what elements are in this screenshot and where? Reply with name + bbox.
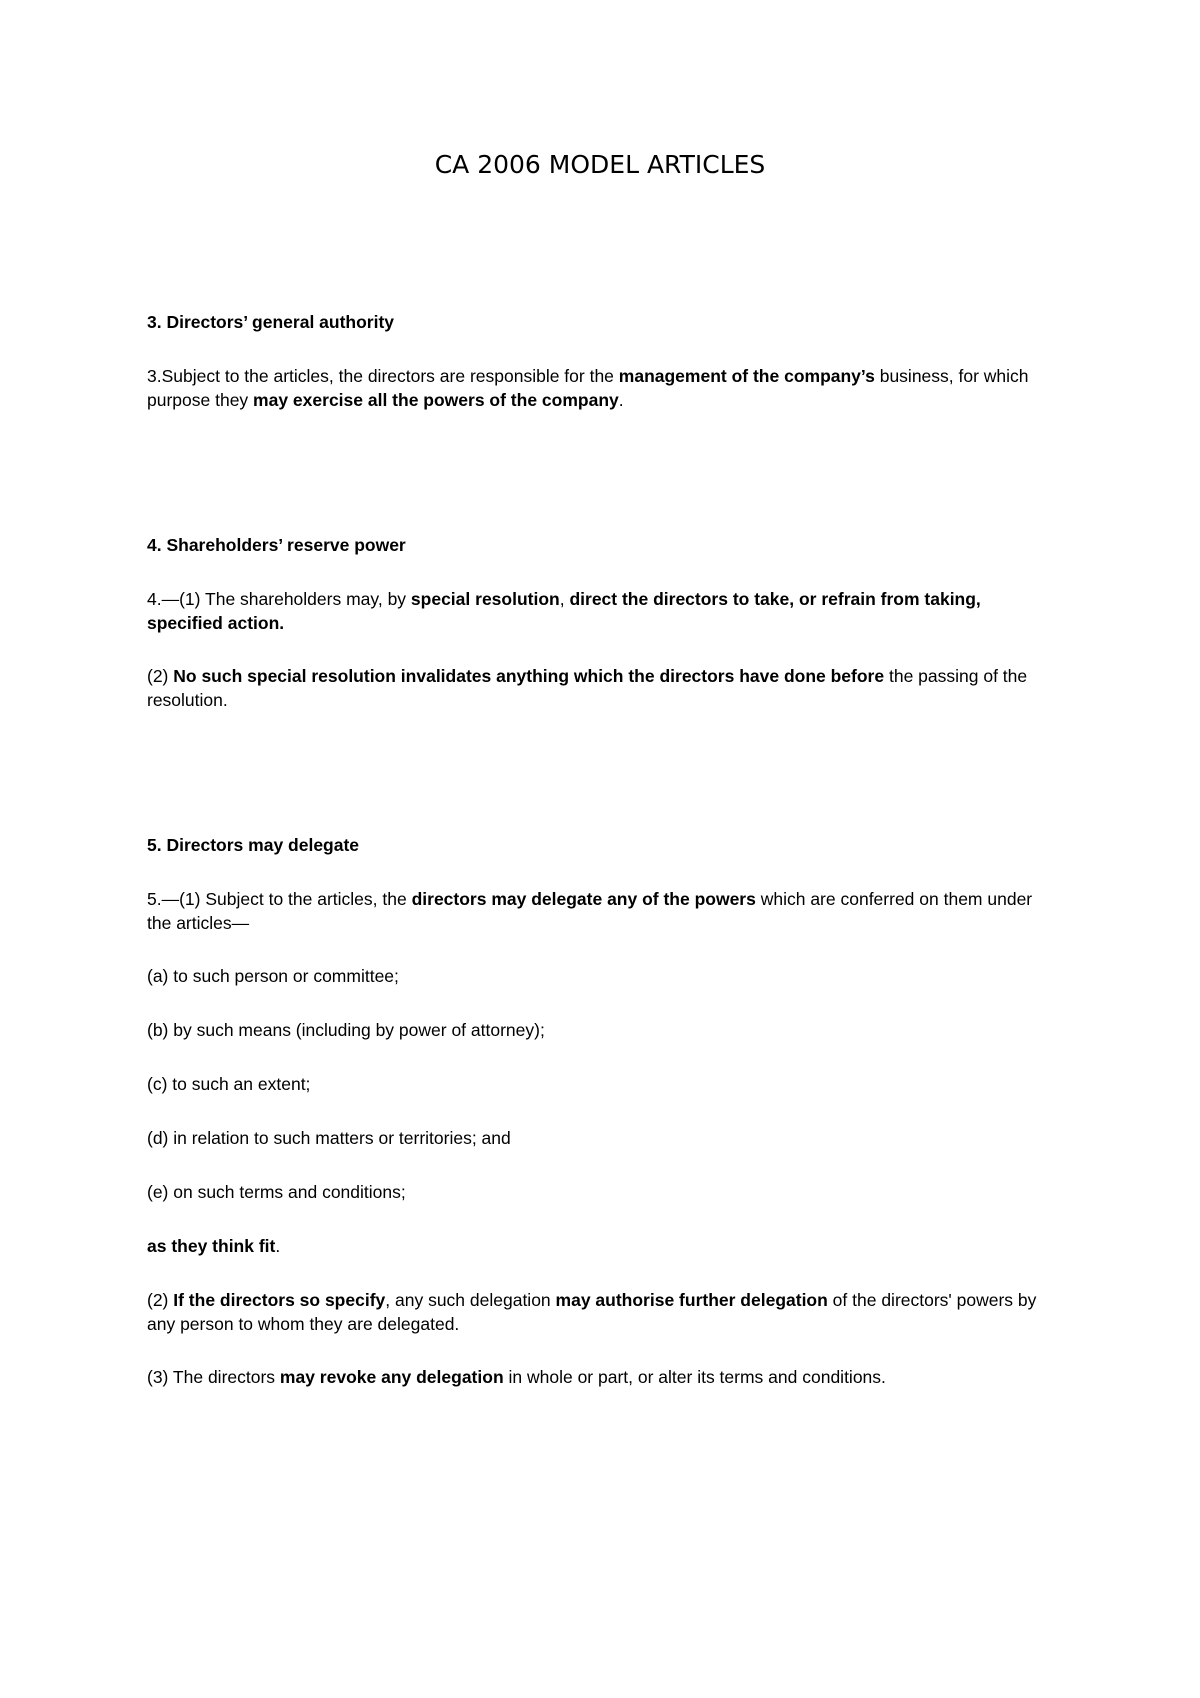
article-3-paragraph-1 bbox=[147, 364, 1052, 412]
article-5-paragraph-3 bbox=[147, 1365, 1052, 1389]
article-5-paragraph-2 bbox=[147, 1288, 1052, 1336]
list-item-b: (b) by such means (including by power of attorney); bbox=[147, 1020, 545, 1040]
list-item-a: (a) to such person or committee; bbox=[147, 966, 399, 986]
bold-run: directors may delegate any of the powers bbox=[411, 889, 756, 909]
article-4-paragraph-1 bbox=[147, 587, 1052, 635]
bold-run: may exercise all the powers of the company bbox=[253, 390, 619, 410]
text-run: (3) The directors bbox=[147, 1367, 280, 1387]
article-3-heading: 3. Directors’ general authority bbox=[147, 312, 395, 332]
text-run: . bbox=[275, 1236, 281, 1256]
bold-run: direct the directors to take, or refrain from taking, specified action. bbox=[147, 589, 981, 633]
text-run: . bbox=[618, 390, 624, 410]
bold-run: No such special resolution invalidates anything which the directors have done before bbox=[173, 666, 885, 686]
article-4-heading: 4. Shareholders’ reserve power bbox=[147, 535, 406, 555]
text-run: , bbox=[559, 589, 570, 609]
text-run: , any such delegation bbox=[385, 1290, 556, 1310]
document-title: CA 2006 MODEL ARTICLES bbox=[434, 150, 766, 179]
text-run: (2) bbox=[147, 1290, 174, 1310]
text-run: the passing of the resolution. bbox=[147, 666, 1028, 710]
bold-run: special resolution bbox=[410, 589, 560, 609]
bold-run: may revoke any delegation bbox=[279, 1367, 504, 1387]
bold-run: as they think fit bbox=[147, 1236, 276, 1256]
text-run: business, for which purpose they bbox=[147, 366, 1029, 410]
article-5-heading: 5. Directors may delegate bbox=[147, 835, 360, 855]
list-item-e: (e) on such terms and conditions; bbox=[147, 1182, 406, 1202]
bold-run: management of the company’s bbox=[618, 366, 875, 386]
text-run: of the directors' powers by any person to whom they are delegated. bbox=[147, 1290, 1037, 1334]
bold-run: If the directors so specify bbox=[173, 1290, 386, 1310]
article-4-paragraph-2 bbox=[147, 664, 1052, 712]
bold-run: may authorise further delegation bbox=[555, 1290, 828, 1310]
list-item-d: (d) in relation to such matters or territories; and bbox=[147, 1128, 511, 1148]
text-run: in whole or part, or alter its terms and conditions. bbox=[503, 1367, 886, 1387]
article-5-closing bbox=[147, 1234, 1052, 1258]
text-run: (2) bbox=[147, 666, 174, 686]
text-run: 3.Subject to the articles, the directors are responsible for the bbox=[147, 366, 619, 386]
list-item-c: (c) to such an extent; bbox=[147, 1074, 311, 1094]
text-run: 4.—(1) The shareholders may, by bbox=[147, 589, 411, 609]
text-run: which are conferred on them under the articles— bbox=[147, 889, 1033, 933]
text-run: 5.—(1) Subject to the articles, the bbox=[147, 889, 412, 909]
article-5-paragraph-1 bbox=[147, 887, 1052, 935]
